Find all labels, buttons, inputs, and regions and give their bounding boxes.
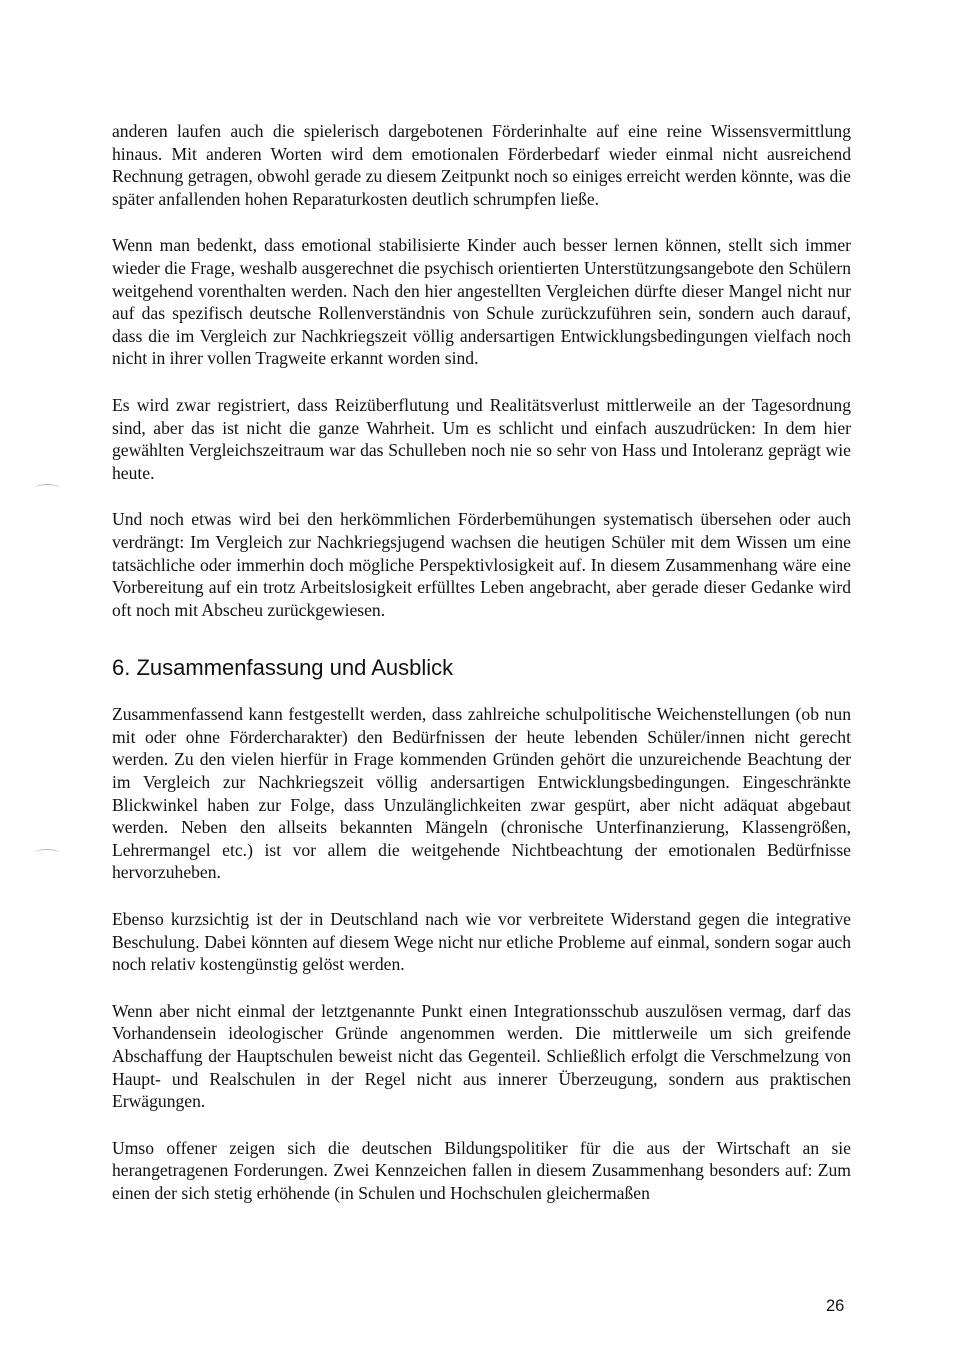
body-paragraph: Zusammenfassend kann festgestellt werden, dass zahlreiche schulpolitische Weichenstellungen (ob nun mit oder ohne Fördercharakter) den Bedürfnissen der heute lebenden Schüler/innen nicht gerecht werden. Zu den vielen hierfür in Frage kommenden Gründen gehört die unzureichende Beachtung der im Vergleich zur Nachkriegszeit völlig andersartigen Entwicklungsbedingungen. Eingeschränkte Blickwinkel haben zur Folge, dass Unzulänglichkeiten zwar gespürt, aber nicht adäquat abgebaut werden. Neben den allseits bekannten Mängeln (chronische Unterfinanzierung, Klassengrößen, Lehrermangel etc.) ist vor allem die weitgehende Nichtbeachtung der emotionalen Bedürfnisse hervorzuheben. xyxy=(112,704,851,883)
punch-hole-mark xyxy=(34,849,60,858)
body-paragraph: Ebenso kurzsichtig ist der in Deutschland nach wie vor verbreitete Widerstand gegen die integrative Beschulung. Dabei könnten auf diesem Wege nicht nur etliche Probleme auf einmal, sondern sogar auch noch relativ kostengünstig gelöst werden. xyxy=(112,909,851,975)
body-paragraph: Wenn man bedenkt, dass emotional stabilisierte Kinder auch besser lernen können, stellt sich immer wieder die Frage, weshalb ausgerechnet die psychisch orientierten Unterstützungsangebote den Schülern weitgehend vorenthalten werden. Nach den hier angestellten Vergleichen dürfte dieser Mangel nicht nur auf das spezifisch deutsche Rollenverständnis von Schule zurückzuführen sein, sondern auch darauf, dass die im Vergleich zur Nachkriegszeit völlig andersartigen Entwicklungsbedingungen vielfach noch nicht in ihrer vollen Tragweite erkannt worden sind. xyxy=(112,235,851,369)
body-paragraph: anderen laufen auch die spielerisch dargebotenen Förderinhalte auf eine reine Wissensvermittlung hinaus. Mit anderen Worten wird dem emotionalen Förderbedarf wieder einmal nicht ausreichend Rechnung getragen, obwohl gerade zu diesem Zeitpunkt noch so einiges erreicht werden könnte, was die später anfallenden hohen Reparaturkosten deutlich schrumpfen ließe. xyxy=(112,121,851,209)
body-paragraph: Und noch etwas wird bei den herkömmlichen Förderbemühungen systematisch übersehen oder auch verdrängt: Im Vergleich zur Nachkriegsjugend wachsen die heutigen Schüler mit dem Wissen um eine tatsächliche oder immerhin doch mögliche Perspektivlosigkeit auf. In diesem Zusammenhang wäre eine Vorbereitung auf ein trotz Arbeitslosigkeit erfülltes Leben angebracht, aber gerade dieser Gedanke wird oft noch mit Abscheu zurückgewiesen. xyxy=(112,509,851,620)
page-body xyxy=(112,120,851,1229)
section-heading: 6. Zusammenfassung und Ausblick xyxy=(112,655,454,681)
body-paragraph: Umso offener zeigen sich die deutschen Bildungspolitiker für die aus der Wirtschaft an sie herangetragenen Forderungen. Zwei Kennzeichen fallen in diesem Zusammenhang besonders auf: Zum einen der sich stetig erhöhende (in Schulen und Hochschulen gleichermaßen xyxy=(112,1137,851,1203)
page-number: 26 xyxy=(826,1297,845,1315)
body-paragraph: Es wird zwar registriert, dass Reizüberflutung und Realitätsverlust mittlerweile an der Tagesordnung sind, aber das ist nicht die ganze Wahrheit. Um es schlicht und einfach auszudrücken: In dem hier gewählten Vergleichszeitraum war das Schulleben noch nie so sehr von Hass und Intoleranz geprägt wie heute. xyxy=(112,394,851,483)
body-paragraph: Wenn aber nicht einmal der letztgenannte Punkt einen Integrationsschub auszulösen vermag, darf das Vorhandensein ideologischer Gründe angenommen werden. Die mittlerweile um sich greifende Abschaffung der Hauptschulen beweist nicht das Gegenteil. Schließlich erfolgt die Verschmelzung von Haupt- und Realschulen in der Regel nicht aus innerer Überzeugung, sondern aus praktischen Erwägungen. xyxy=(112,1000,851,1112)
punch-hole-mark xyxy=(34,484,60,493)
